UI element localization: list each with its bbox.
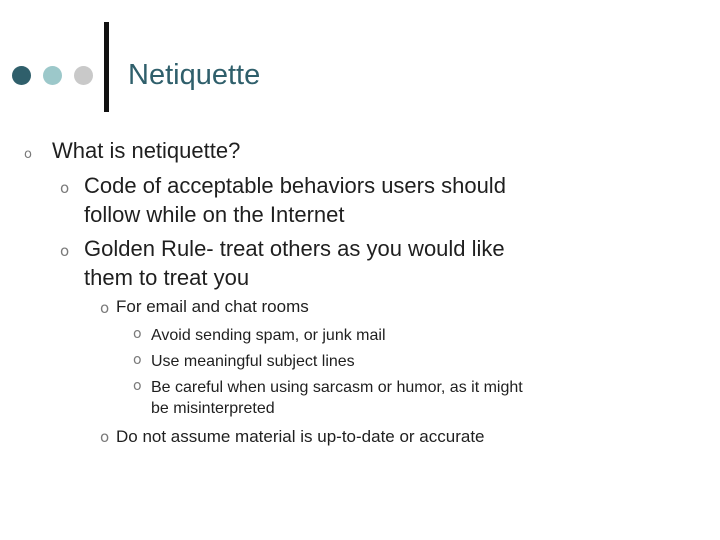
bullet-level4: o: [133, 378, 142, 394]
slide-title: Netiquette: [128, 59, 261, 91]
decorative-dot-teal: [43, 66, 62, 85]
bullet-text-level2-line2: follow while on the Internet: [84, 202, 345, 227]
bullet-level2: o: [60, 179, 70, 197]
bullet-text-level2-line1: Golden Rule- treat others as you would like: [84, 236, 505, 261]
bullet-level2: o: [60, 242, 70, 260]
decorative-dot-gray: [74, 66, 93, 85]
bullet-text-level2-line1: Code of acceptable behaviors users should: [84, 173, 506, 198]
decorative-dot-dark: [12, 66, 31, 85]
bullet-text-level4-line2: be misinterpreted: [151, 400, 275, 417]
title-divider: [104, 22, 109, 112]
bullet-text-level2-line2: them to treat you: [84, 265, 250, 290]
bullet-level4: o: [133, 326, 142, 342]
bullet-text-level3: For email and chat rooms: [116, 297, 309, 316]
bullet-text-level3: Do not assume material is up-to-date or accurate: [116, 427, 485, 446]
bullet-text-level1: What is netiquette?: [52, 138, 241, 163]
bullet-text-level4-line1: Be careful when using sarcasm or humor, as it might: [151, 379, 523, 396]
bullet-level1: o: [24, 147, 32, 162]
bullet-level4: o: [133, 352, 142, 368]
bullet-level3: o: [100, 299, 110, 317]
bullet-text-level4: Avoid sending spam, or junk mail: [151, 327, 386, 344]
bullet-text-level4: Use meaningful subject lines: [151, 353, 355, 370]
bullet-level3: o: [100, 428, 110, 446]
